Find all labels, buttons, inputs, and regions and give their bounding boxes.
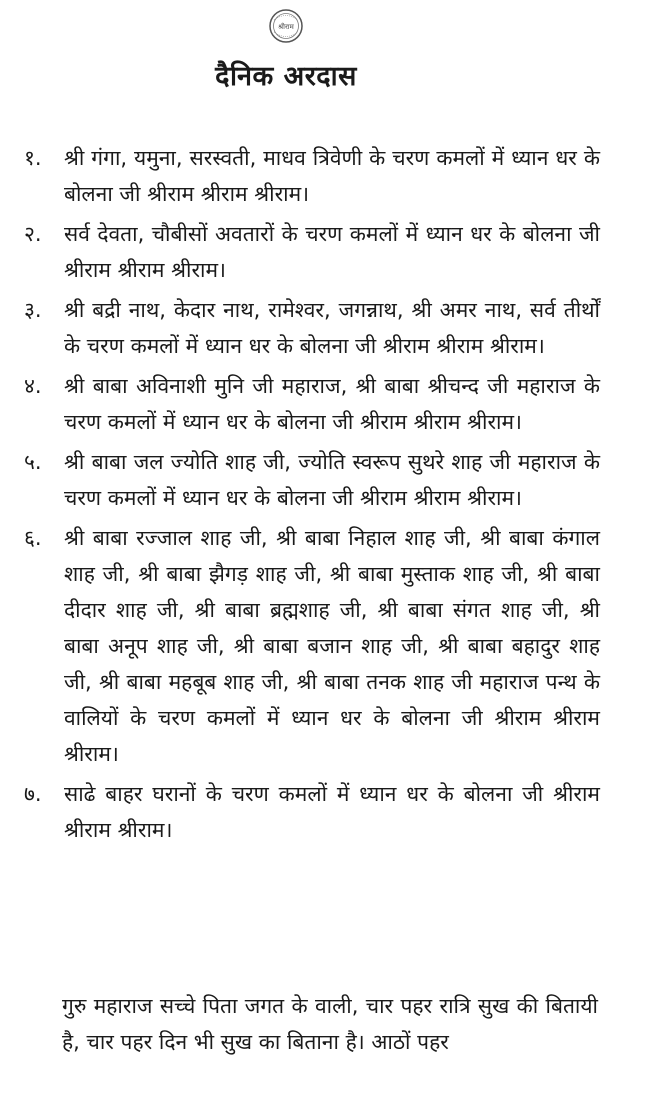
item-number: ७.	[24, 782, 42, 806]
item-text: श्री बद्री नाथ, केदार नाथ, रामेश्वर, जगन्नाथ, श्री अमर नाथ, सर्व तीर्थों के चरण कमलों में ध्यान धर के बोलना जी श्रीराम श्रीराम श्रीराम।	[64, 298, 600, 358]
closing-paragraph: गुरु महाराज सच्चे पिता जगत के वाली, चार पहर रात्रि सुख की बितायी है, चार पहर दिन भी सुख का बिताना है। आठों पहर	[62, 994, 598, 1054]
item-text: श्री बाबा रज्जाल शाह जी, श्री बाबा निहाल शाह जी, श्री बाबा कंगाल शाह जी, श्री बाबा झैगड़ शाह जी, श्री बाबा मुस्ताक शाह जी, श्री बाबा दीदार शाह जी, श्री बाबा ब्रह्मशाह जी, श्री बाबा संगत शाह जी, श्री बाबा अनूप शाह जी, श्री बाबा बजान शाह जी, श्री बाबा बहादुर शाह जी, श्री बाबा महबूब शाह जी, श्री बाबा तनक शाह जी महाराज पन्थ के वालियों के चरण कमलों में ध्यान धर के बोलना जी श्रीराम श्रीराम श्रीराम।	[64, 526, 600, 766]
item-text: सर्व देवता, चौबीसों अवतारों के चरण कमलों में ध्यान धर के बोलना जी श्रीराम श्रीराम श्रीराम।	[64, 222, 600, 282]
list-item	[24, 444, 600, 516]
item-number: १.	[24, 146, 42, 170]
list-item	[24, 520, 600, 772]
item-number: ५.	[24, 450, 42, 474]
list-item	[24, 140, 600, 212]
seal-emblem-icon	[268, 8, 304, 44]
emblem-text: श्रीराम	[278, 23, 294, 31]
item-text: श्री बाबा अविनाशी मुनि जी महाराज, श्री बाबा श्रीचन्द जी महाराज के चरण कमलों में ध्यान धर के बोलना जी श्रीराम श्रीराम श्रीराम।	[64, 374, 600, 434]
list-item	[24, 216, 600, 288]
list-item	[24, 292, 600, 364]
page-title: दैनिक अरदास	[215, 61, 357, 92]
item-text: श्री गंगा, यमुना, सरस्वती, माधव त्रिवेणी के चरण कमलों में ध्यान धर के बोलना जी श्रीराम श्रीराम श्रीराम।	[64, 146, 600, 206]
item-number: ६.	[24, 526, 42, 550]
item-number: २.	[24, 222, 42, 246]
item-text: श्री बाबा जल ज्योति शाह जी, ज्योति स्वरूप सुथरे शाह जी महाराज के चरण कमलों में ध्यान धर के बोलना जी श्रीराम श्रीराम श्रीराम।	[64, 450, 600, 510]
item-number: ४.	[24, 374, 42, 398]
item-number: ३.	[24, 298, 42, 322]
list-item	[24, 368, 600, 440]
list-item	[24, 776, 600, 848]
item-text: साढे बाहर घरानों के चरण कमलों में ध्यान धर के बोलना जी श्रीराम श्रीराम श्रीराम।	[64, 782, 600, 842]
prayer-list	[24, 140, 600, 852]
